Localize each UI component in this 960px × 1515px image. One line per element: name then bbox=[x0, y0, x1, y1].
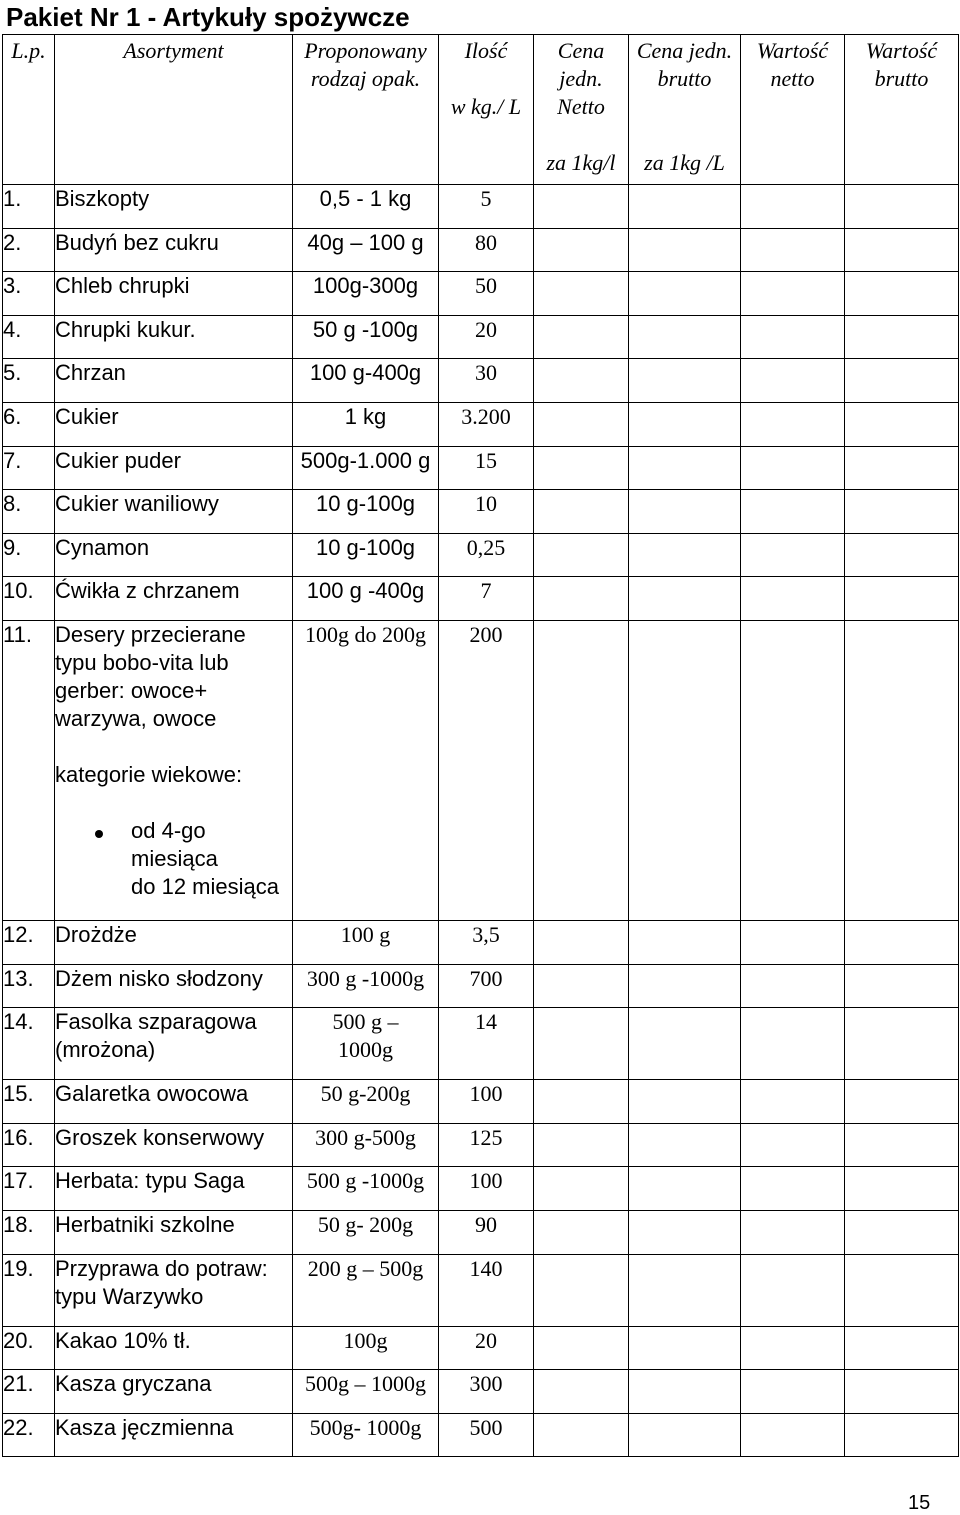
cell-cena-netto bbox=[534, 1413, 629, 1457]
cell-wartosc-netto bbox=[741, 1413, 845, 1457]
cell-cena-brutto bbox=[629, 620, 741, 920]
cell-cena-netto bbox=[534, 1254, 629, 1326]
cell-ilosc: 500 bbox=[439, 1413, 534, 1457]
cell-lp: 19. bbox=[3, 1254, 55, 1326]
cell-wartosc-netto bbox=[741, 1370, 845, 1414]
cell-rodzaj: 500 g -1000g bbox=[293, 1167, 439, 1211]
header-row bbox=[3, 35, 959, 185]
cell-cena-netto bbox=[534, 359, 629, 403]
table-row bbox=[3, 1123, 959, 1167]
cell-ilosc: 140 bbox=[439, 1254, 534, 1326]
cell-ilosc: 100 bbox=[439, 1167, 534, 1211]
cell-ilosc: 3,5 bbox=[439, 920, 534, 964]
table-row bbox=[3, 1080, 959, 1124]
cell-rodzaj: 500g- 1000g bbox=[293, 1413, 439, 1457]
cell-ilosc: 20 bbox=[439, 315, 534, 359]
cell-cena-netto bbox=[534, 490, 629, 534]
cell-ilosc: 80 bbox=[439, 228, 534, 272]
cell-asortyment: Przyprawa do potraw: typu Warzywko bbox=[55, 1254, 293, 1326]
cell-asortyment: Galaretka owocowa bbox=[55, 1080, 293, 1124]
cell-wartosc-netto bbox=[741, 315, 845, 359]
cell-wartosc-brutto bbox=[845, 272, 959, 316]
bullet-icon bbox=[95, 830, 103, 838]
cell-wartosc-netto bbox=[741, 1008, 845, 1080]
cell-wartosc-netto bbox=[741, 964, 845, 1008]
cell-cena-brutto bbox=[629, 1123, 741, 1167]
cell-cena-netto bbox=[534, 533, 629, 577]
cell-wartosc-brutto bbox=[845, 1326, 959, 1370]
cell-cena-brutto bbox=[629, 1008, 741, 1080]
cell-wartosc-netto bbox=[741, 1326, 845, 1370]
cell-rodzaj: 300 g -1000g bbox=[293, 964, 439, 1008]
table-row bbox=[3, 620, 959, 920]
table-row bbox=[3, 228, 959, 272]
cell-cena-netto bbox=[534, 1123, 629, 1167]
cell-wartosc-brutto bbox=[845, 1210, 959, 1254]
cell-wartosc-brutto bbox=[845, 1413, 959, 1457]
cell-asortyment: Groszek konserwowy bbox=[55, 1123, 293, 1167]
cell-rodzaj: 10 g-100g bbox=[293, 490, 439, 534]
table-row bbox=[3, 272, 959, 316]
cell-wartosc-netto bbox=[741, 533, 845, 577]
page-number: 15 bbox=[908, 1492, 931, 1514]
header-cena-netto: Cena jedn. Netto za 1kg/l bbox=[534, 35, 629, 185]
cell-lp: 12. bbox=[3, 920, 55, 964]
cell-wartosc-netto bbox=[741, 1254, 845, 1326]
cell-wartosc-netto bbox=[741, 490, 845, 534]
cell-lp: 1. bbox=[3, 185, 55, 229]
cell-wartosc-netto bbox=[741, 577, 845, 621]
cell-asortyment: Cukier puder bbox=[55, 446, 293, 490]
cell-lp: 4. bbox=[3, 315, 55, 359]
cell-asortyment: Kakao 10% tł. bbox=[55, 1326, 293, 1370]
cell-wartosc-brutto bbox=[845, 490, 959, 534]
cell-cena-netto bbox=[534, 1210, 629, 1254]
cell-asortyment: Cukier bbox=[55, 402, 293, 446]
cell-wartosc-brutto bbox=[845, 920, 959, 964]
cell-wartosc-brutto bbox=[845, 1167, 959, 1211]
cell-cena-brutto bbox=[629, 228, 741, 272]
cell-lp: 21. bbox=[3, 1370, 55, 1414]
cell-wartosc-netto bbox=[741, 272, 845, 316]
order-table bbox=[2, 34, 959, 1457]
cell-cena-brutto bbox=[629, 920, 741, 964]
cell-cena-brutto bbox=[629, 1370, 741, 1414]
cell-ilosc: 10 bbox=[439, 490, 534, 534]
cell-asortyment: Chrupki kukur. bbox=[55, 315, 293, 359]
cell-wartosc-netto bbox=[741, 1210, 845, 1254]
cell-cena-netto bbox=[534, 1080, 629, 1124]
header-wartosc-netto: Wartość netto bbox=[741, 35, 845, 185]
cell-wartosc-brutto bbox=[845, 402, 959, 446]
cell-cena-netto bbox=[534, 1326, 629, 1370]
cell-rodzaj: 300 g-500g bbox=[293, 1123, 439, 1167]
cell-asortyment: Ćwikła z chrzanem bbox=[55, 577, 293, 621]
cell-lp: 22. bbox=[3, 1413, 55, 1457]
header-lp: L.p. bbox=[3, 35, 55, 185]
cell-cena-netto bbox=[534, 446, 629, 490]
cell-wartosc-netto bbox=[741, 620, 845, 920]
cell-asortyment: Desery przecierane typu bobo-vita lub gerber: owoce+ warzywa, owoce kategorie wiekowe: od 4-go miesiąca do 12 miesiąca bbox=[55, 620, 293, 920]
cell-lp: 5. bbox=[3, 359, 55, 403]
cell-rodzaj: 500g – 1000g bbox=[293, 1370, 439, 1414]
table-row bbox=[3, 1210, 959, 1254]
cell-cena-netto bbox=[534, 315, 629, 359]
table-row bbox=[3, 402, 959, 446]
cell-cena-netto bbox=[534, 228, 629, 272]
cell-wartosc-brutto bbox=[845, 1254, 959, 1326]
cell-cena-netto bbox=[534, 185, 629, 229]
cell-cena-brutto bbox=[629, 272, 741, 316]
cell-cena-brutto bbox=[629, 490, 741, 534]
cell-cena-brutto bbox=[629, 1413, 741, 1457]
cell-asortyment: Biszkopty bbox=[55, 185, 293, 229]
cell-lp: 11. bbox=[3, 620, 55, 920]
cell-asortyment: Chleb chrupki bbox=[55, 272, 293, 316]
cell-rodzaj: 50 g -100g bbox=[293, 315, 439, 359]
cell-wartosc-brutto bbox=[845, 620, 959, 920]
cell-ilosc: 7 bbox=[439, 577, 534, 621]
cell-ilosc: 3.200 bbox=[439, 402, 534, 446]
cell-wartosc-netto bbox=[741, 1123, 845, 1167]
cell-rodzaj: 0,5 - 1 kg bbox=[293, 185, 439, 229]
cell-wartosc-netto bbox=[741, 920, 845, 964]
cell-cena-brutto bbox=[629, 1326, 741, 1370]
table-row bbox=[3, 185, 959, 229]
cell-wartosc-netto bbox=[741, 359, 845, 403]
cell-asortyment: Herbata: typu Saga bbox=[55, 1167, 293, 1211]
cell-cena-brutto bbox=[629, 315, 741, 359]
table-body bbox=[3, 185, 959, 1457]
cell-wartosc-brutto bbox=[845, 1080, 959, 1124]
cell-asortyment: Chrzan bbox=[55, 359, 293, 403]
cell-cena-brutto bbox=[629, 1080, 741, 1124]
table-row bbox=[3, 1413, 959, 1457]
cell-lp: 7. bbox=[3, 446, 55, 490]
cell-wartosc-brutto bbox=[845, 446, 959, 490]
cell-cena-brutto bbox=[629, 964, 741, 1008]
cell-lp: 10. bbox=[3, 577, 55, 621]
cell-wartosc-netto bbox=[741, 185, 845, 229]
cell-wartosc-netto bbox=[741, 1167, 845, 1211]
cell-ilosc: 125 bbox=[439, 1123, 534, 1167]
table-row bbox=[3, 1370, 959, 1414]
cell-rodzaj: 10 g-100g bbox=[293, 533, 439, 577]
cell-rodzaj: 100g bbox=[293, 1326, 439, 1370]
table-row bbox=[3, 1008, 959, 1080]
cell-rodzaj: 1 kg bbox=[293, 402, 439, 446]
cell-wartosc-brutto bbox=[845, 533, 959, 577]
table-row bbox=[3, 315, 959, 359]
cell-ilosc: 100 bbox=[439, 1080, 534, 1124]
cell-cena-netto bbox=[534, 1370, 629, 1414]
table-row bbox=[3, 533, 959, 577]
cell-lp: 2. bbox=[3, 228, 55, 272]
table-row bbox=[3, 446, 959, 490]
cell-ilosc: 14 bbox=[439, 1008, 534, 1080]
table-row bbox=[3, 1254, 959, 1326]
cell-wartosc-netto bbox=[741, 228, 845, 272]
cell-wartosc-brutto bbox=[845, 964, 959, 1008]
cell-wartosc-netto bbox=[741, 1080, 845, 1124]
cell-lp: 15. bbox=[3, 1080, 55, 1124]
cell-cena-netto bbox=[534, 272, 629, 316]
cell-lp: 13. bbox=[3, 964, 55, 1008]
cell-rodzaj: 500g-1.000 g bbox=[293, 446, 439, 490]
cell-ilosc: 15 bbox=[439, 446, 534, 490]
cell-asortyment: Drożdże bbox=[55, 920, 293, 964]
cell-cena-netto bbox=[534, 620, 629, 920]
cell-cena-netto bbox=[534, 920, 629, 964]
cell-rodzaj: 200 g – 500g bbox=[293, 1254, 439, 1326]
cell-cena-brutto bbox=[629, 577, 741, 621]
cell-wartosc-brutto bbox=[845, 359, 959, 403]
table-row bbox=[3, 490, 959, 534]
cell-rodzaj: 40g – 100 g bbox=[293, 228, 439, 272]
cell-wartosc-brutto bbox=[845, 228, 959, 272]
cell-lp: 14. bbox=[3, 1008, 55, 1080]
cell-ilosc: 30 bbox=[439, 359, 534, 403]
cell-cena-netto bbox=[534, 964, 629, 1008]
cell-cena-brutto bbox=[629, 446, 741, 490]
table-row bbox=[3, 1326, 959, 1370]
cell-ilosc: 20 bbox=[439, 1326, 534, 1370]
header-wartosc-brutto: Wartość brutto bbox=[845, 35, 959, 185]
cell-rodzaj: 100 g-400g bbox=[293, 359, 439, 403]
cell-ilosc: 0,25 bbox=[439, 533, 534, 577]
cell-cena-brutto bbox=[629, 1254, 741, 1326]
cell-ilosc: 200 bbox=[439, 620, 534, 920]
header-asortyment: Asortyment bbox=[55, 35, 293, 185]
cell-cena-brutto bbox=[629, 1167, 741, 1211]
header-ilosc: Ilość w kg./ L bbox=[439, 35, 534, 185]
cell-wartosc-brutto bbox=[845, 1123, 959, 1167]
cell-asortyment: Cynamon bbox=[55, 533, 293, 577]
header-rodzaj: Proponowany rodzaj opak. bbox=[293, 35, 439, 185]
cell-ilosc: 700 bbox=[439, 964, 534, 1008]
cell-rodzaj: 100 g bbox=[293, 920, 439, 964]
cell-wartosc-netto bbox=[741, 402, 845, 446]
cell-lp: 17. bbox=[3, 1167, 55, 1211]
cell-ilosc: 90 bbox=[439, 1210, 534, 1254]
cell-lp: 9. bbox=[3, 533, 55, 577]
cell-asortyment: Budyń bez cukru bbox=[55, 228, 293, 272]
header-cena-brutto: Cena jedn. brutto za 1kg /L bbox=[629, 35, 741, 185]
cell-cena-brutto bbox=[629, 1210, 741, 1254]
cell-cena-netto bbox=[534, 1167, 629, 1211]
cell-rodzaj: 100g do 200g bbox=[293, 620, 439, 920]
cell-lp: 18. bbox=[3, 1210, 55, 1254]
table-row bbox=[3, 920, 959, 964]
page-title: Pakiet Nr 1 - Artykuły spożywcze bbox=[6, 2, 410, 32]
cell-cena-brutto bbox=[629, 533, 741, 577]
cell-cena-netto bbox=[534, 402, 629, 446]
cell-wartosc-brutto bbox=[845, 1370, 959, 1414]
cell-wartosc-brutto bbox=[845, 315, 959, 359]
table-row bbox=[3, 359, 959, 403]
cell-wartosc-brutto bbox=[845, 185, 959, 229]
cell-cena-brutto bbox=[629, 402, 741, 446]
cell-cena-brutto bbox=[629, 359, 741, 403]
cell-asortyment: Kasza gryczana bbox=[55, 1370, 293, 1414]
table-row bbox=[3, 1167, 959, 1211]
cell-asortyment: Dżem nisko słodzony bbox=[55, 964, 293, 1008]
table-row bbox=[3, 577, 959, 621]
cell-ilosc: 50 bbox=[439, 272, 534, 316]
cell-cena-brutto bbox=[629, 185, 741, 229]
table-row bbox=[3, 964, 959, 1008]
cell-asortyment: Cukier waniliowy bbox=[55, 490, 293, 534]
cell-rodzaj: 100 g -400g bbox=[293, 577, 439, 621]
cell-ilosc: 5 bbox=[439, 185, 534, 229]
cell-cena-netto bbox=[534, 577, 629, 621]
cell-lp: 8. bbox=[3, 490, 55, 534]
cell-lp: 3. bbox=[3, 272, 55, 316]
cell-cena-netto bbox=[534, 1008, 629, 1080]
cell-lp: 16. bbox=[3, 1123, 55, 1167]
cell-wartosc-brutto bbox=[845, 1008, 959, 1080]
cell-rodzaj: 50 g- 200g bbox=[293, 1210, 439, 1254]
cell-rodzaj: 50 g-200g bbox=[293, 1080, 439, 1124]
cell-rodzaj: 100g-300g bbox=[293, 272, 439, 316]
cell-ilosc: 300 bbox=[439, 1370, 534, 1414]
cell-wartosc-netto bbox=[741, 446, 845, 490]
cell-asortyment: Fasolka szparagowa (mrożona) bbox=[55, 1008, 293, 1080]
cell-wartosc-brutto bbox=[845, 577, 959, 621]
cell-lp: 6. bbox=[3, 402, 55, 446]
cell-lp: 20. bbox=[3, 1326, 55, 1370]
cell-asortyment: Kasza jęczmienna bbox=[55, 1413, 293, 1457]
cell-rodzaj: 500 g – 1000g bbox=[293, 1008, 439, 1080]
cell-asortyment: Herbatniki szkolne bbox=[55, 1210, 293, 1254]
